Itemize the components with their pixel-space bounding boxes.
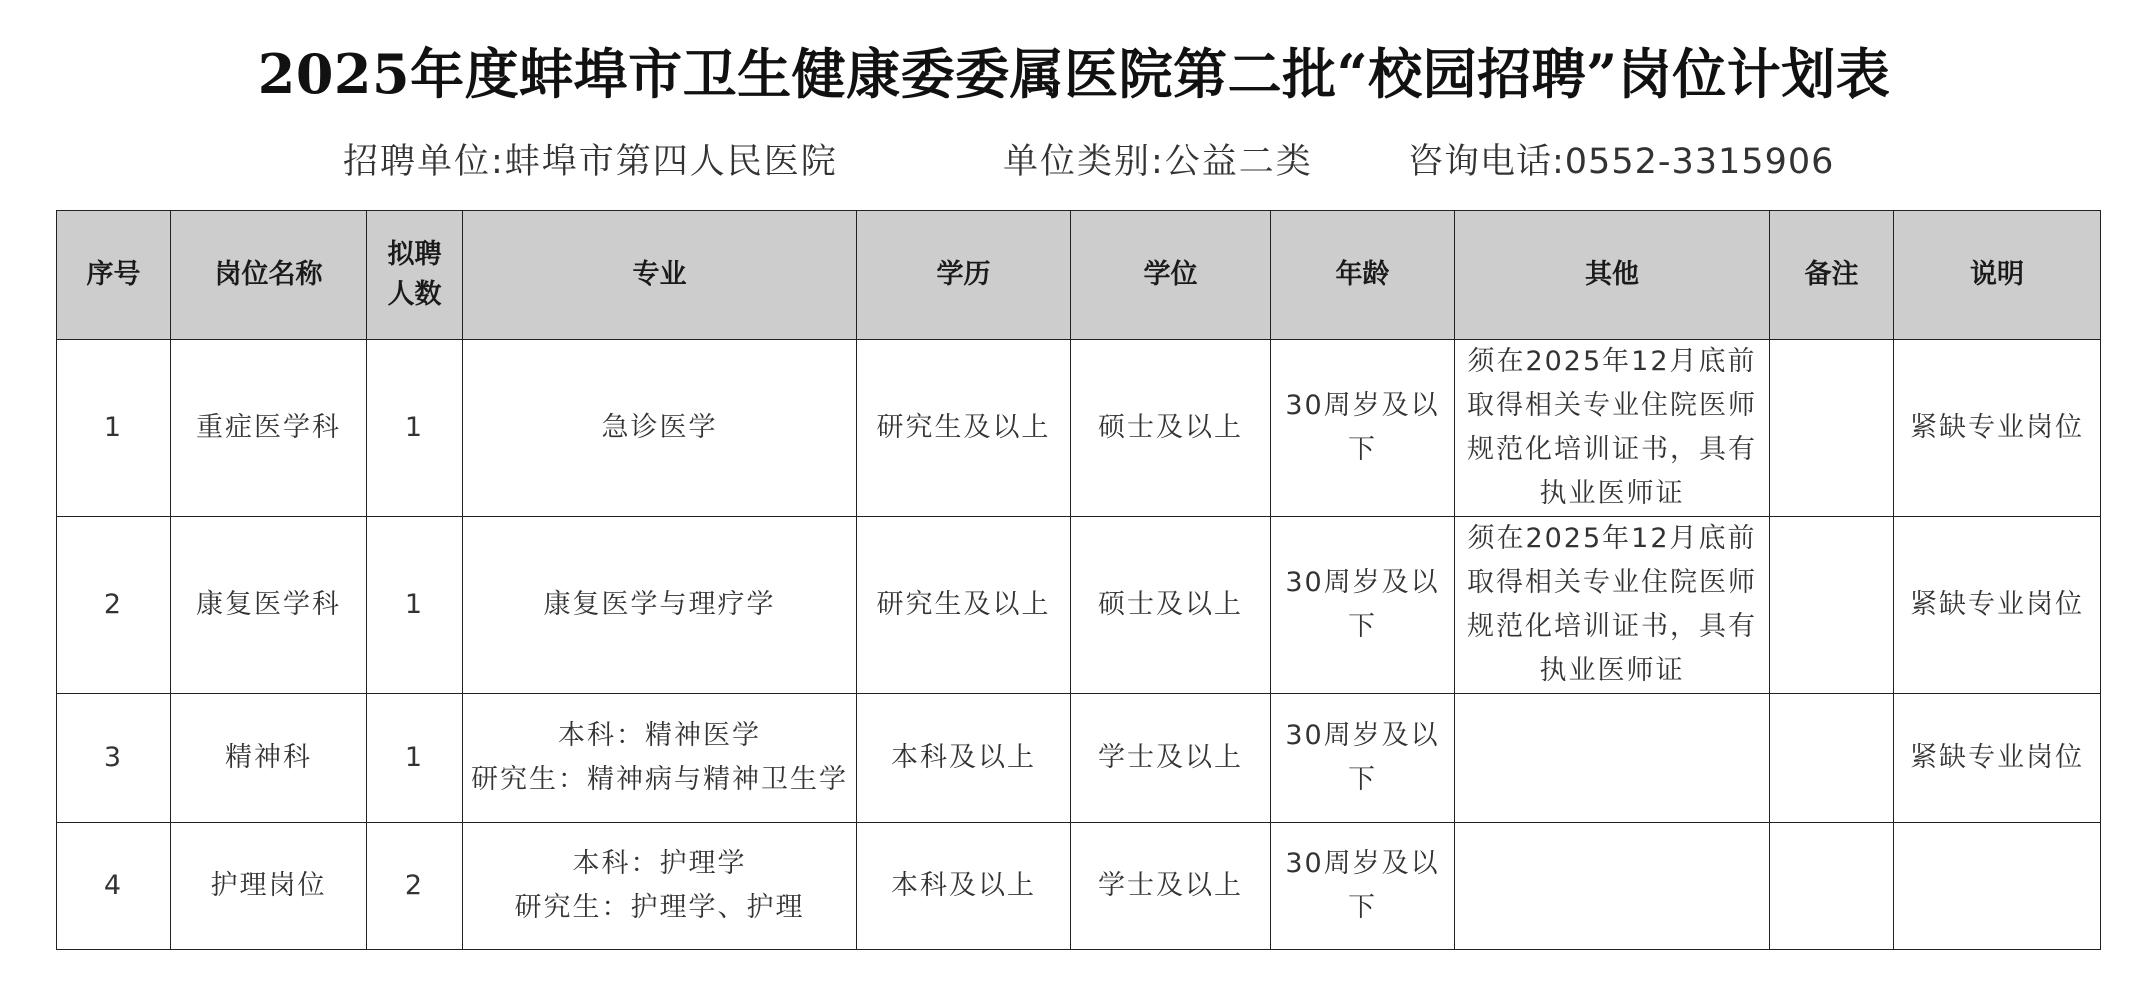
cell-index: 1 [57, 340, 171, 517]
cell-note [1894, 823, 2101, 950]
major-line: 研究生：精神病与精神卫生学 [471, 764, 848, 795]
cell-degree: 学士及以上 [1071, 694, 1271, 823]
other-line: 取得相关专业住院医师 [1467, 567, 1757, 598]
cell-count: 1 [367, 340, 463, 517]
cell-note: 紧缺专业岗位 [1894, 340, 2101, 517]
other-line: 取得相关专业住院医师 [1467, 390, 1757, 421]
table-row [57, 823, 2101, 950]
header-other: 其他 [1455, 211, 1770, 340]
cell-note: 紧缺专业岗位 [1894, 517, 2101, 694]
cell-note: 紧缺专业岗位 [1894, 694, 2101, 823]
age-line: 30周岁及以 [1285, 848, 1440, 879]
age-line: 30周岁及以 [1285, 390, 1440, 421]
cell-degree: 学士及以上 [1071, 823, 1271, 950]
cell-position: 护理岗位 [171, 823, 367, 950]
major-line: 本科：精神医学 [558, 720, 761, 751]
table-row [57, 340, 2101, 517]
other-line: 执业医师证 [1539, 655, 1685, 686]
cell-position: 精神科 [171, 694, 367, 823]
cell-major [463, 694, 857, 823]
cell-major [463, 823, 857, 950]
header-major: 专业 [463, 211, 857, 340]
header-remark: 备注 [1770, 211, 1894, 340]
other-line: 执业医师证 [1539, 478, 1685, 509]
major-line: 研究生：护理学、护理 [514, 892, 805, 923]
age-line: 30周岁及以 [1285, 567, 1440, 598]
cell-degree: 硕士及以上 [1071, 517, 1271, 694]
cell-index: 4 [57, 823, 171, 950]
cell-education: 研究生及以上 [857, 517, 1071, 694]
position-plan-table [56, 210, 2101, 950]
header-age: 年龄 [1271, 211, 1455, 340]
cell-index: 3 [57, 694, 171, 823]
major-line: 急诊医学 [601, 412, 718, 443]
cell-other [1455, 823, 1770, 950]
header-index: 序号 [57, 211, 171, 340]
other-line: 规范化培训证书，具有 [1467, 611, 1757, 642]
age-line: 30周岁及以 [1285, 720, 1440, 751]
other-line: 规范化培训证书，具有 [1467, 434, 1757, 465]
header-degree: 学位 [1071, 211, 1271, 340]
header-count-line1: 拟聘 [387, 239, 442, 270]
cell-education: 本科及以上 [857, 823, 1071, 950]
cell-position: 重症医学科 [171, 340, 367, 517]
cell-remark [1770, 340, 1894, 517]
header-position: 岗位名称 [171, 211, 367, 340]
other-line: 须在2025年12月底前 [1467, 523, 1757, 554]
header-count-line2: 人数 [387, 279, 442, 310]
cell-degree: 硕士及以上 [1071, 340, 1271, 517]
major-line: 本科：护理学 [572, 848, 747, 879]
table-row [57, 694, 2101, 823]
age-line: 下 [1348, 434, 1377, 465]
cell-other [1455, 340, 1770, 517]
cell-age [1271, 694, 1455, 823]
table-row [57, 517, 2101, 694]
cell-remark [1770, 517, 1894, 694]
recruiting-unit: 招聘单位:蚌埠市第四人民医院 [343, 142, 838, 182]
unit-category: 单位类别:公益二类 [1003, 142, 1313, 182]
cell-count: 2 [367, 823, 463, 950]
age-line: 下 [1348, 892, 1377, 923]
table-header-row [57, 211, 2101, 340]
cell-age [1271, 823, 1455, 950]
cell-count: 1 [367, 694, 463, 823]
major-line: 康复医学与理疗学 [543, 589, 776, 620]
cell-age [1271, 340, 1455, 517]
header-education: 学历 [857, 211, 1071, 340]
cell-age [1271, 517, 1455, 694]
cell-index: 2 [57, 517, 171, 694]
cell-count: 1 [367, 517, 463, 694]
cell-education: 研究生及以上 [857, 340, 1071, 517]
cell-major [463, 517, 857, 694]
cell-other [1455, 694, 1770, 823]
header-count [367, 211, 463, 340]
cell-remark [1770, 823, 1894, 950]
other-line: 须在2025年12月底前 [1467, 346, 1757, 377]
contact-phone: 咨询电话:0552-3315906 [1408, 142, 1835, 182]
header-note: 说明 [1894, 211, 2101, 340]
cell-education: 本科及以上 [857, 694, 1071, 823]
page-title: 2025年度蚌埠市卫生健康委委属医院第二批“校园招聘”岗位计划表 [257, 42, 1891, 106]
age-line: 下 [1348, 764, 1377, 795]
cell-position: 康复医学科 [171, 517, 367, 694]
cell-remark [1770, 694, 1894, 823]
cell-major [463, 340, 857, 517]
cell-other [1455, 517, 1770, 694]
age-line: 下 [1348, 611, 1377, 642]
